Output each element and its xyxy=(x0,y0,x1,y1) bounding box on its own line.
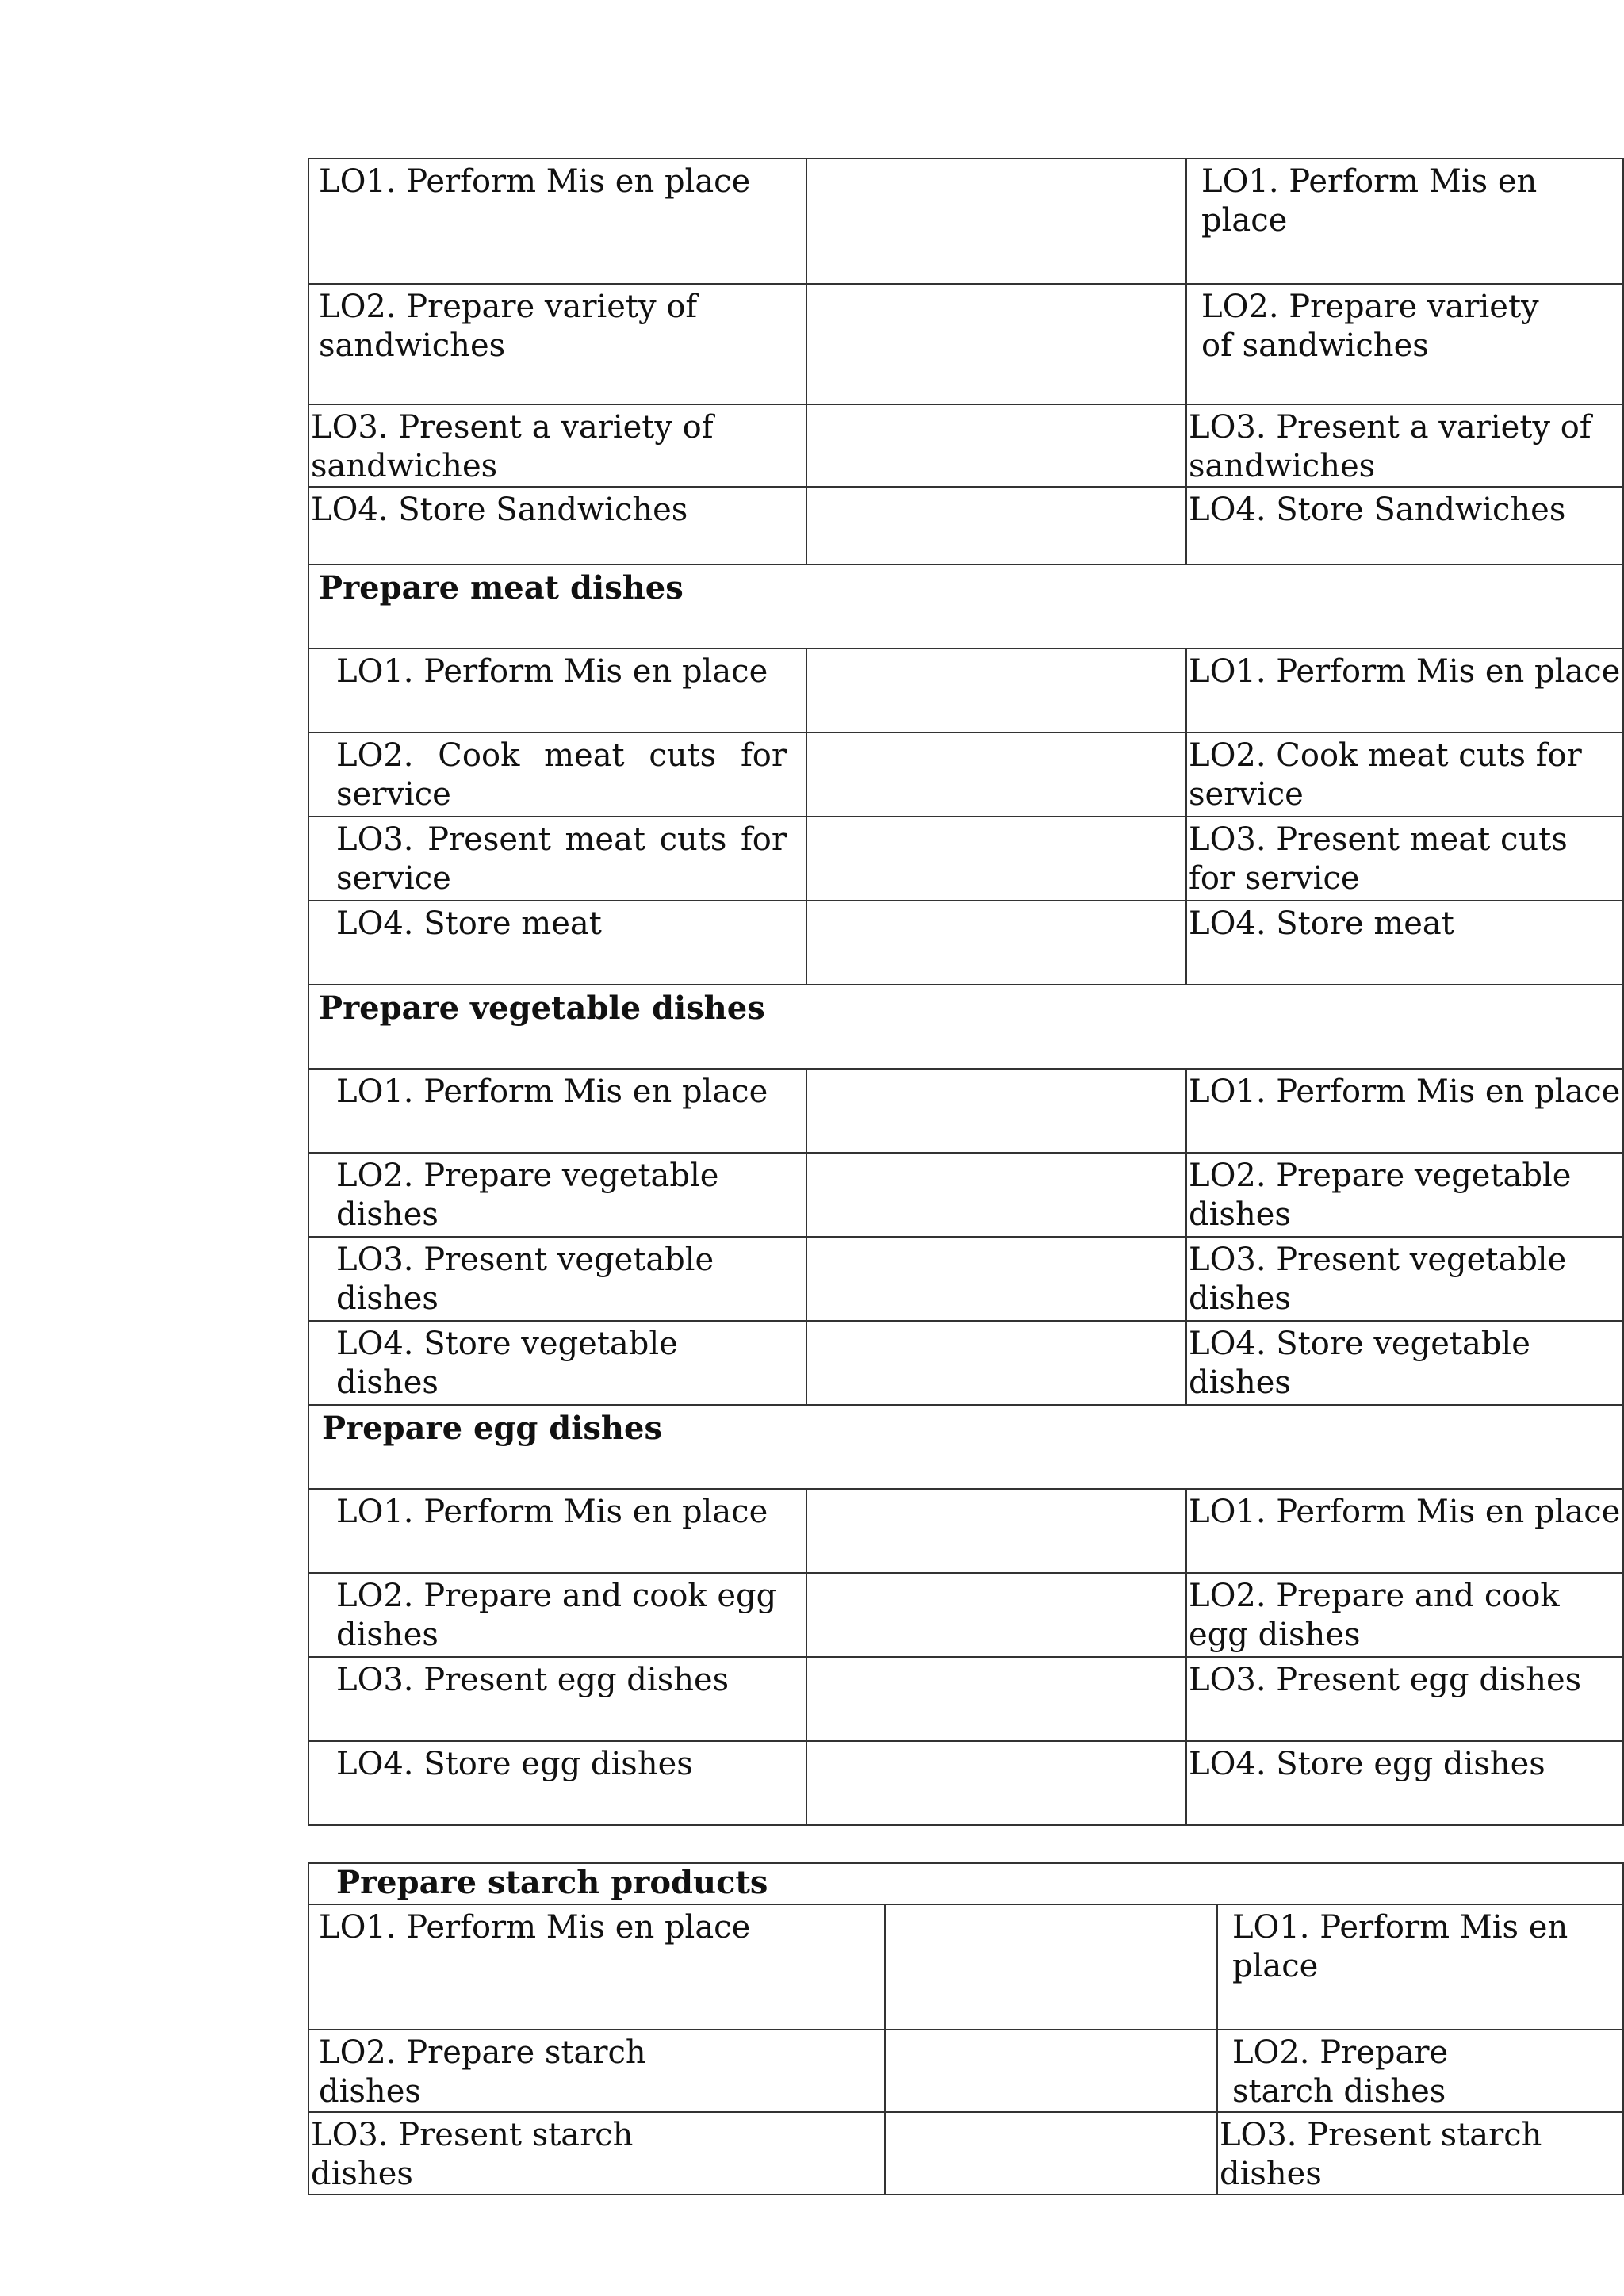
lo-cell: LO2. Prepare and cook egg dishes xyxy=(1186,1573,1623,1657)
lo-cell: LO1. Perform Mis en place xyxy=(1186,1489,1623,1573)
table-row xyxy=(308,733,1623,817)
blank-cell xyxy=(806,1657,1186,1741)
lo-cell: LO2. Prepare starch dishes xyxy=(308,2030,885,2112)
table-row xyxy=(308,1069,1623,1153)
table-row xyxy=(308,2030,1623,2112)
lo-cell: LO2. Prepare vegetable dishes xyxy=(308,1153,806,1237)
table-row xyxy=(308,159,1623,284)
blank-cell xyxy=(806,1153,1186,1237)
blank-cell xyxy=(806,159,1186,284)
table-row xyxy=(308,284,1623,404)
lo-cell: LO1. Perform Mis en place xyxy=(308,1069,806,1153)
lo-cell: LO2. Cook meat cuts for service xyxy=(1186,733,1623,817)
table-row xyxy=(308,901,1623,985)
blank-cell xyxy=(806,284,1186,404)
table-row xyxy=(308,404,1623,487)
table-row xyxy=(308,1153,1623,1237)
lo-cell: LO2. Prepare vegetable dishes xyxy=(1186,1153,1623,1237)
section-heading-starch: Prepare starch products xyxy=(308,1863,1623,1904)
lo-cell: LO3. Present meat cuts for service xyxy=(308,817,806,901)
lo-cell: LO2. Prepare variety of sandwiches xyxy=(1186,284,1623,404)
lo-cell: LO4. Store vegetable dishes xyxy=(1186,1321,1623,1405)
table-row xyxy=(308,1237,1623,1321)
section-heading-meat: Prepare meat dishes xyxy=(308,564,1623,649)
lo-cell: LO4. Store egg dishes xyxy=(1186,1741,1623,1825)
lo-cell: LO1. Perform Mis en place xyxy=(1186,159,1623,284)
starch-products-table xyxy=(308,1862,1624,2195)
learning-outcomes-table xyxy=(308,158,1624,1826)
blank-cell xyxy=(806,817,1186,901)
lo-cell: LO4. Store egg dishes xyxy=(308,1741,806,1825)
lo-cell: LO2. Prepare variety of sandwiches xyxy=(308,284,806,404)
section-heading-row xyxy=(308,1863,1623,1904)
blank-cell xyxy=(885,2112,1217,2195)
table-row xyxy=(308,649,1623,733)
table-row xyxy=(308,1904,1623,2030)
table-row xyxy=(308,487,1623,564)
lo-cell: LO2. Cook meat cuts for service xyxy=(308,733,806,817)
blank-cell xyxy=(806,1321,1186,1405)
lo-cell: LO3. Present meat cuts for service xyxy=(1186,817,1623,901)
blank-cell xyxy=(806,649,1186,733)
lo-cell: LO1. Perform Mis en place xyxy=(308,159,806,284)
lo-cell: LO2. Prepare starch dishes xyxy=(1217,2030,1623,2112)
lo-cell: LO3. Present vegetable dishes xyxy=(1186,1237,1623,1321)
section-heading-row xyxy=(308,985,1623,1069)
table-row xyxy=(308,1657,1623,1741)
table-row xyxy=(308,1321,1623,1405)
lo-cell: LO3. Present vegetable dishes xyxy=(308,1237,806,1321)
lo-cell: LO3. Present egg dishes xyxy=(1186,1657,1623,1741)
table-row xyxy=(308,2112,1623,2195)
table-row xyxy=(308,1741,1623,1825)
lo-cell: LO3. Present starch dishes xyxy=(308,2112,885,2195)
lo-cell: LO1. Perform Mis en place xyxy=(308,649,806,733)
lo-cell: LO4. Store vegetable dishes xyxy=(308,1321,806,1405)
lo-cell: LO4. Store Sandwiches xyxy=(1186,487,1623,564)
blank-cell xyxy=(806,1573,1186,1657)
lo-cell: LO3. Present starch dishes xyxy=(1217,2112,1623,2195)
section-heading-row xyxy=(308,1405,1623,1489)
section-heading-row xyxy=(308,564,1623,649)
lo-cell: LO4. Store Sandwiches xyxy=(308,487,806,564)
table-row xyxy=(308,1489,1623,1573)
lo-cell: LO4. Store meat xyxy=(1186,901,1623,985)
section-heading-vegetable: Prepare vegetable dishes xyxy=(308,985,1623,1069)
lo-cell: LO3. Present egg dishes xyxy=(308,1657,806,1741)
lo-cell: LO3. Present a variety of sandwiches xyxy=(1186,404,1623,487)
lo-cell: LO1. Perform Mis en place xyxy=(1217,1904,1623,2030)
blank-cell xyxy=(806,1069,1186,1153)
blank-cell xyxy=(806,733,1186,817)
blank-cell xyxy=(806,404,1186,487)
lo-cell: LO1. Perform Mis en place xyxy=(1186,649,1623,733)
lo-cell: LO1. Perform Mis en place xyxy=(308,1904,885,2030)
blank-cell xyxy=(885,2030,1217,2112)
lo-cell: LO3. Present a variety of sandwiches xyxy=(308,404,806,487)
blank-cell xyxy=(806,487,1186,564)
blank-cell xyxy=(806,1741,1186,1825)
section-heading-egg: Prepare egg dishes xyxy=(308,1405,1623,1489)
blank-cell xyxy=(885,1904,1217,2030)
blank-cell xyxy=(806,1237,1186,1321)
blank-cell xyxy=(806,1489,1186,1573)
table-row xyxy=(308,817,1623,901)
lo-cell: LO1. Perform Mis en place xyxy=(1186,1069,1623,1153)
blank-cell xyxy=(806,901,1186,985)
lo-cell: LO1. Perform Mis en place xyxy=(308,1489,806,1573)
lo-cell: LO4. Store meat xyxy=(308,901,806,985)
lo-cell: LO2. Prepare and cook egg dishes xyxy=(308,1573,806,1657)
table-row xyxy=(308,1573,1623,1657)
